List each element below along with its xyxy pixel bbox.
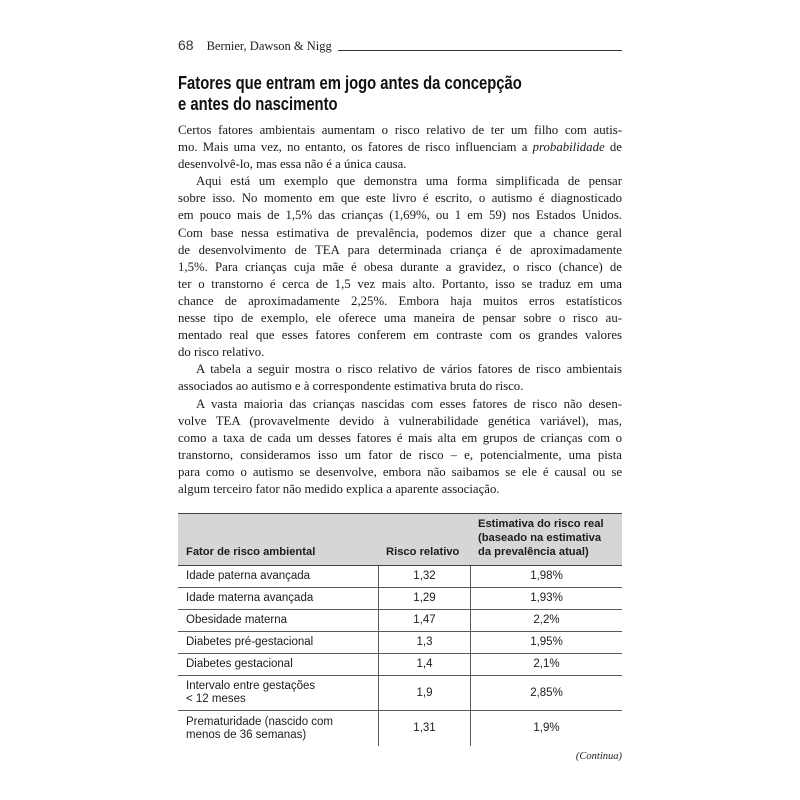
column-header-label: Estimativa do risco real xyxy=(478,518,604,530)
table-row xyxy=(178,632,622,654)
table-continuation-note: (Continua) xyxy=(575,751,622,762)
cell-factor xyxy=(178,676,378,710)
cell-relative-risk: 1,4 xyxy=(378,654,470,675)
column-header-label: Fator de risco ambiental xyxy=(186,546,316,558)
cell-factor xyxy=(178,632,378,653)
cell-text: Idade paterna avançada xyxy=(186,570,311,582)
table-row xyxy=(178,654,622,676)
cell-estimated-risk: 1,9% xyxy=(470,711,622,746)
text-line: A vasta maioria das crianças nascidas com esses fatores de risco não desen- xyxy=(196,396,622,411)
text-line: em pouco mais de 1,5% das crianças (1,69%, ou 1 em 59) nos Estados Unidos. xyxy=(178,208,622,223)
column-header-label: Risco relativo xyxy=(386,546,460,558)
cell-text: menos de 36 semanas) xyxy=(186,728,307,741)
cell-factor xyxy=(178,610,378,631)
text-line: desenvolvê-lo, mas essa não é a única causa. xyxy=(178,157,407,172)
text-line: chance de aproximadamente 2,25%. Embora haja muitos erros estatísticos xyxy=(178,293,622,308)
cell-estimated-risk: 1,98% xyxy=(470,566,622,587)
cell-estimated-risk: 1,93% xyxy=(470,588,622,609)
cell-estimated-risk: 2,85% xyxy=(470,676,622,710)
page-number: 68 xyxy=(178,37,194,53)
section-title-line: e antes do nascimento xyxy=(178,93,338,114)
column-header-relative-risk xyxy=(378,514,470,565)
table-row xyxy=(178,566,622,588)
cell-estimated-risk: 1,95% xyxy=(470,632,622,653)
text-segment: mo. Mais uma vez, no entanto, os fatores de risco influenciam a xyxy=(178,140,533,155)
cell-text: Intervalo entre gestações xyxy=(186,680,316,692)
text-line: para como o autismo se desenvolve, embora não saibamos se ele é causal ou se xyxy=(178,464,622,479)
paragraph xyxy=(178,122,622,173)
running-header xyxy=(178,33,622,53)
text-line: ter o transtorno é cerca de 1,5 vez mais alto. Portanto, isso se traduz em uma xyxy=(178,276,622,291)
column-header-factor xyxy=(178,514,378,565)
emphasized-word: probabilidade xyxy=(532,140,605,155)
paragraph xyxy=(178,361,622,395)
text-line: Com base nessa estimativa de prevalência, podemos dizer que a chance geral xyxy=(178,225,622,240)
running-head-authors: Bernier, Dawson & Nigg xyxy=(206,39,332,53)
text-line: sobre isso. No momento em que este livro é escrito, o autismo é diagnosticado xyxy=(178,191,622,206)
cell-estimated-risk: 2,1% xyxy=(470,654,622,675)
text-line: mentado real que esses fatores conferem em contraste com os grandes valores xyxy=(178,328,622,343)
text-line: volve TEA (provavelmente devido à vulnerabilidade genética variável), mas, xyxy=(178,413,622,428)
cell-relative-risk: 1,3 xyxy=(378,632,470,653)
cell-relative-risk: 1,32 xyxy=(378,566,470,587)
table-row xyxy=(178,588,622,610)
cell-factor xyxy=(178,711,378,746)
body-text xyxy=(178,122,622,498)
cell-relative-risk: 1,9 xyxy=(378,676,470,710)
text-line: Certos fatores ambientais aumentam o risco relativo de ter um filho com autis- xyxy=(178,123,622,137)
column-header-label: da prevalência atual) xyxy=(478,546,589,558)
cell-relative-risk: 1,47 xyxy=(378,610,470,631)
cell-relative-risk: 1,31 xyxy=(378,711,470,746)
cell-text: Prematuridade (nascido com xyxy=(186,715,334,728)
text-line: 1,5%. Para crianças cuja mãe é obesa durante a gravidez, o risco (chance) de xyxy=(178,259,622,274)
cell-text: Diabetes pré-gestacional xyxy=(186,636,314,648)
column-header-label: (baseado na estimativa xyxy=(478,532,602,544)
cell-text: Diabetes gestacional xyxy=(186,658,293,670)
section-title xyxy=(178,72,522,114)
text-line: Aqui está um exemplo que demonstra uma forma simplificada de pensar xyxy=(196,174,622,189)
cell-factor xyxy=(178,654,378,675)
table-row xyxy=(178,610,622,632)
cell-estimated-risk: 2,2% xyxy=(470,610,622,631)
cell-text: Idade materna avançada xyxy=(186,592,314,604)
cell-factor xyxy=(178,588,378,609)
paragraph xyxy=(178,173,622,361)
text-line: do risco relativo. xyxy=(178,345,265,360)
text-line: algum terceiro fator não medido explica a aparente associação. xyxy=(178,481,500,496)
section-title-line: Fatores que entram em jogo antes da concepção xyxy=(178,72,522,93)
paragraph xyxy=(178,396,622,499)
cell-relative-risk: 1,29 xyxy=(378,588,470,609)
text-segment: de xyxy=(604,140,622,155)
table-row xyxy=(178,711,622,746)
risk-factor-table xyxy=(178,513,622,746)
table-header-row xyxy=(178,513,622,566)
text-line: transtorno, consideramos isso um fator de risco – e, potencialmente, uma pista xyxy=(178,447,622,462)
text-line: A tabela a seguir mostra o risco relativo de vários fatores de risco ambientais xyxy=(196,362,622,377)
table-row xyxy=(178,676,622,711)
text-line: de desenvolvimento de TEA para determinada criança é de aproximadamente xyxy=(178,242,622,257)
text-line xyxy=(178,139,622,156)
text-line: associados ao autismo e à correspondente estimativa bruta do risco. xyxy=(178,379,524,394)
cell-text: < 12 meses xyxy=(186,693,246,705)
text-line: nesse tipo de exemplo, ele oferece uma maneira de pensar sobre o risco au- xyxy=(178,311,622,326)
cell-factor xyxy=(178,566,378,587)
column-header-estimated-risk xyxy=(470,514,622,565)
cell-text: Obesidade materna xyxy=(186,614,288,626)
text-line: como a taxa de cada um desses fatores é mais alta em grupos de crianças com o xyxy=(178,430,622,445)
header-rule xyxy=(338,50,622,51)
